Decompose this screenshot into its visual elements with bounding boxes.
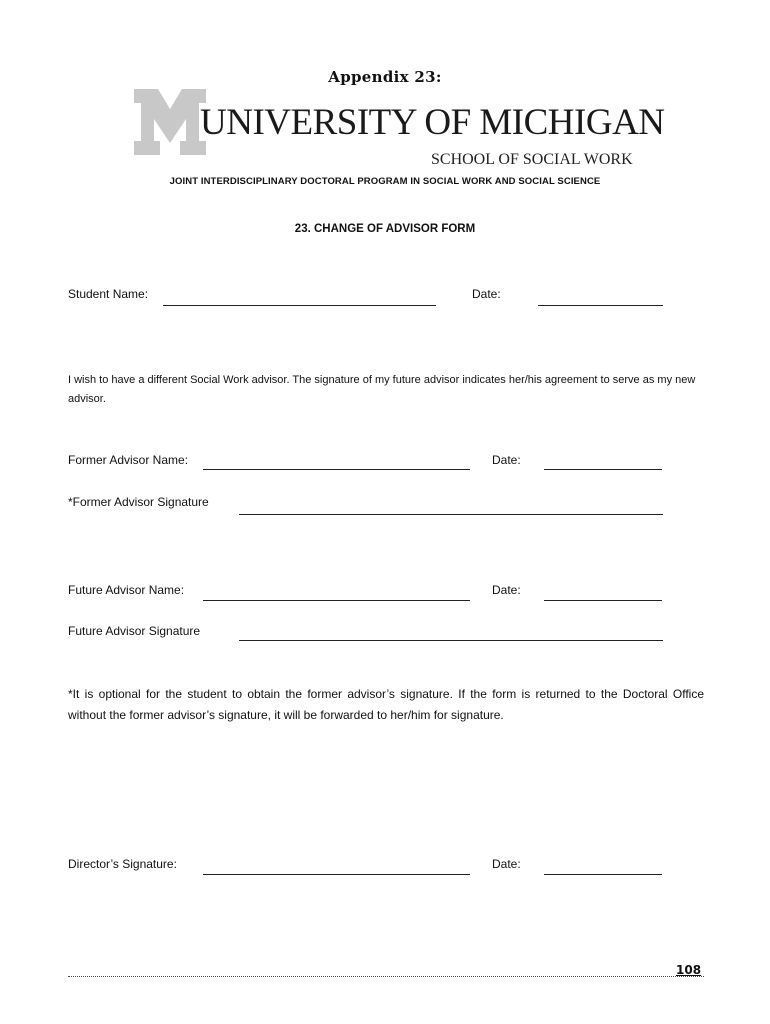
former-advisor-name-label: Former Advisor Name: — [68, 453, 189, 467]
former-advisor-signature-field[interactable] — [239, 514, 663, 515]
future-advisor-name-label: Future Advisor Name: — [68, 583, 185, 597]
director-date-field[interactable] — [544, 874, 662, 875]
student-date-field[interactable] — [538, 305, 663, 306]
program-name: JOINT INTERDISCIPLINARY DOCTORAL PROGRAM IN SOCIAL WORK AND SOCIAL SCIENCE — [169, 176, 601, 187]
future-advisor-signature-label: Future Advisor Signature — [68, 624, 201, 638]
intro-paragraph: I wish to have a different Social Work advisor. The signature of my future advisor indicates her/his agreement to serve as my new advisor. — [68, 374, 696, 405]
student-name-field[interactable] — [163, 305, 436, 306]
former-advisor-date-label: Date: — [492, 453, 521, 467]
director-signature-field[interactable] — [203, 874, 470, 875]
former-advisor-name-field[interactable] — [203, 469, 470, 470]
former-advisor-date-field[interactable] — [544, 469, 662, 470]
former-advisor-signature-label: *Former Advisor Signature — [68, 495, 209, 509]
future-advisor-signature-field[interactable] — [239, 640, 663, 641]
future-advisor-name-field[interactable] — [203, 600, 470, 601]
university-name: UNIVERSITY OF MICHIGAN — [200, 102, 665, 143]
future-advisor-date-field[interactable] — [544, 600, 662, 601]
student-name-label: Student Name: — [68, 287, 149, 301]
school-name: SCHOOL OF SOCIAL WORK — [431, 151, 633, 168]
block-m-logo-icon — [134, 89, 206, 155]
form-title: 23. CHANGE OF ADVISOR FORM — [294, 223, 476, 235]
director-date-label: Date: — [492, 857, 521, 871]
footer-divider — [68, 976, 704, 977]
director-signature-label: Director’s Signature: — [68, 857, 177, 871]
page-number: 108 — [676, 963, 702, 977]
student-date-label: Date: — [472, 287, 501, 301]
future-advisor-date-label: Date: — [492, 583, 521, 597]
appendix-heading: Appendix 23: — [328, 68, 442, 86]
optional-signature-note: *It is optional for the student to obtain the former advisor’s signature. If the form is returned to the Doctoral Office without the former advisor’s signature, it will be forwarded to her/him for signature. — [68, 687, 704, 722]
